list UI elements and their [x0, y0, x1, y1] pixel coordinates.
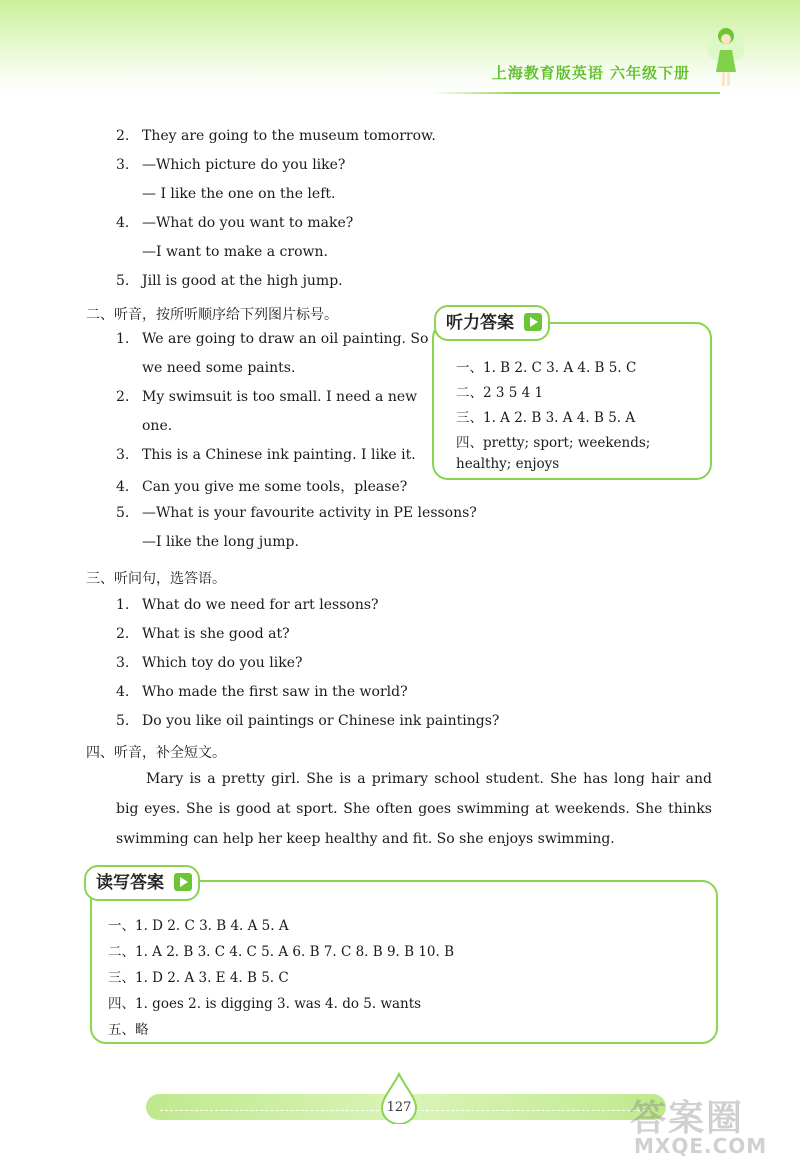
item-number: 4. — [116, 479, 130, 495]
list-item — [116, 331, 428, 347]
item-number: 1. — [116, 331, 130, 347]
list-item — [116, 157, 345, 173]
answer-line: 四、pretty; sport; weekends; — [456, 435, 651, 451]
item-number: 4. — [116, 215, 130, 231]
item-number: 3. — [116, 655, 130, 671]
watermark-line2: MXQE.COM — [634, 1134, 768, 1158]
list-item — [116, 186, 335, 202]
item-number: 5. — [116, 713, 130, 729]
list-item — [116, 389, 417, 405]
item-number: 2. — [116, 389, 130, 405]
answer-line: 一、1. D 2. C 3. B 4. A 5. A — [108, 918, 289, 934]
item-text: Do you like oil paintings or Chinese ink paintings? — [142, 713, 500, 729]
answer-line: 四、1. goes 2. is digging 3. was 4. do 5. wants — [108, 996, 422, 1012]
item-text: Which toy do you like? — [142, 655, 303, 671]
item-text: one. — [142, 418, 173, 434]
item-number: 3. — [116, 447, 130, 463]
item-text: —What is your favourite activity in PE lessons? — [142, 505, 477, 521]
item-text: We are going to draw an oil painting. So — [142, 331, 429, 347]
reading-answers-tag — [84, 865, 200, 901]
item-number: 4. — [116, 684, 130, 700]
item-number: 3. — [116, 157, 130, 173]
list-item — [116, 360, 295, 376]
list-item — [116, 684, 408, 700]
list-item — [116, 273, 343, 289]
list-item — [116, 655, 302, 671]
item-text: Can you give me some tools，please? — [142, 479, 408, 495]
item-text: What do we need for art lessons? — [142, 597, 379, 613]
item-number: 2. — [116, 626, 130, 642]
item-text: This is a Chinese ink painting. I like it. — [142, 447, 416, 463]
section4-title: 四、听音，补全短文。 — [86, 745, 226, 761]
book-title: 上海教育版英语 六年级下册 — [491, 64, 690, 82]
item-text: —Which picture do you like? — [142, 157, 346, 173]
watermark — [620, 1090, 800, 1160]
watermark-line1: 答案圈 — [630, 1098, 745, 1139]
list-item — [116, 597, 379, 613]
page-drop-icon — [380, 1072, 418, 1124]
answer-line: 三、1. D 2. A 3. E 4. B 5. C — [108, 970, 289, 986]
listening-answers-tag — [434, 305, 550, 341]
item-number: 5. — [116, 505, 130, 521]
listening-answers-label: 听力答案 — [446, 313, 514, 333]
list-item — [116, 505, 477, 521]
item-number: 2. — [116, 128, 130, 144]
section4-paragraph: Mary is a pretty girl. She is a primary school student. She has long hair and big eyes. She is good at sport. She often goes swimming at weekends. She thinks swimming can help her keep healthy and fit. So she enjoys swimming. — [116, 771, 712, 847]
fairy-icon — [706, 20, 746, 96]
item-text: —I want to make a crown. — [142, 244, 328, 260]
reading-answers-box — [90, 880, 718, 1044]
section2-title: 二、听音，按所听顺序给下列图片标号。 — [86, 307, 338, 323]
item-text: Who made the first saw in the world? — [142, 684, 408, 700]
item-text: What is she good at? — [142, 626, 290, 642]
answer-line: 五、略 — [108, 1022, 149, 1038]
list-item — [116, 447, 416, 463]
item-text: — I like the one on the left. — [142, 186, 336, 202]
answer-line: 二、2 3 5 4 1 — [456, 385, 544, 401]
item-number: 5. — [116, 273, 130, 289]
list-item — [116, 626, 290, 642]
page-number: 127 — [386, 1100, 412, 1115]
answer-line: 一、1. B 2. C 3. A 4. B 5. C — [456, 360, 637, 376]
list-item — [116, 713, 499, 729]
list-item — [116, 128, 436, 144]
list-item — [116, 476, 407, 496]
answer-line: healthy; enjoys — [456, 456, 560, 472]
list-item — [116, 244, 328, 260]
section3-title: 三、听问句，选答语。 — [86, 571, 226, 587]
item-text: —What do you want to make? — [142, 215, 354, 231]
reading-answers-label: 读写答案 — [96, 873, 164, 893]
item-text: we need some paints. — [142, 360, 296, 376]
arrow-icon — [174, 873, 192, 891]
header-divider — [430, 92, 720, 94]
item-number: 1. — [116, 597, 130, 613]
item-text: They are going to the museum tomorrow. — [142, 128, 436, 144]
item-text: Jill is good at the high jump. — [142, 273, 343, 289]
list-item — [116, 534, 299, 550]
arrow-icon — [524, 313, 542, 331]
item-text: My swimsuit is too small. I need a new — [142, 389, 418, 405]
list-item — [116, 215, 353, 231]
item-text: —I like the long jump. — [142, 534, 299, 550]
answer-line: 三、1. A 2. B 3. A 4. B 5. A — [456, 410, 636, 426]
list-item — [116, 418, 172, 434]
answer-line: 二、1. A 2. B 3. C 4. C 5. A 6. B 7. C 8. B 9. B 10. B — [108, 944, 455, 960]
